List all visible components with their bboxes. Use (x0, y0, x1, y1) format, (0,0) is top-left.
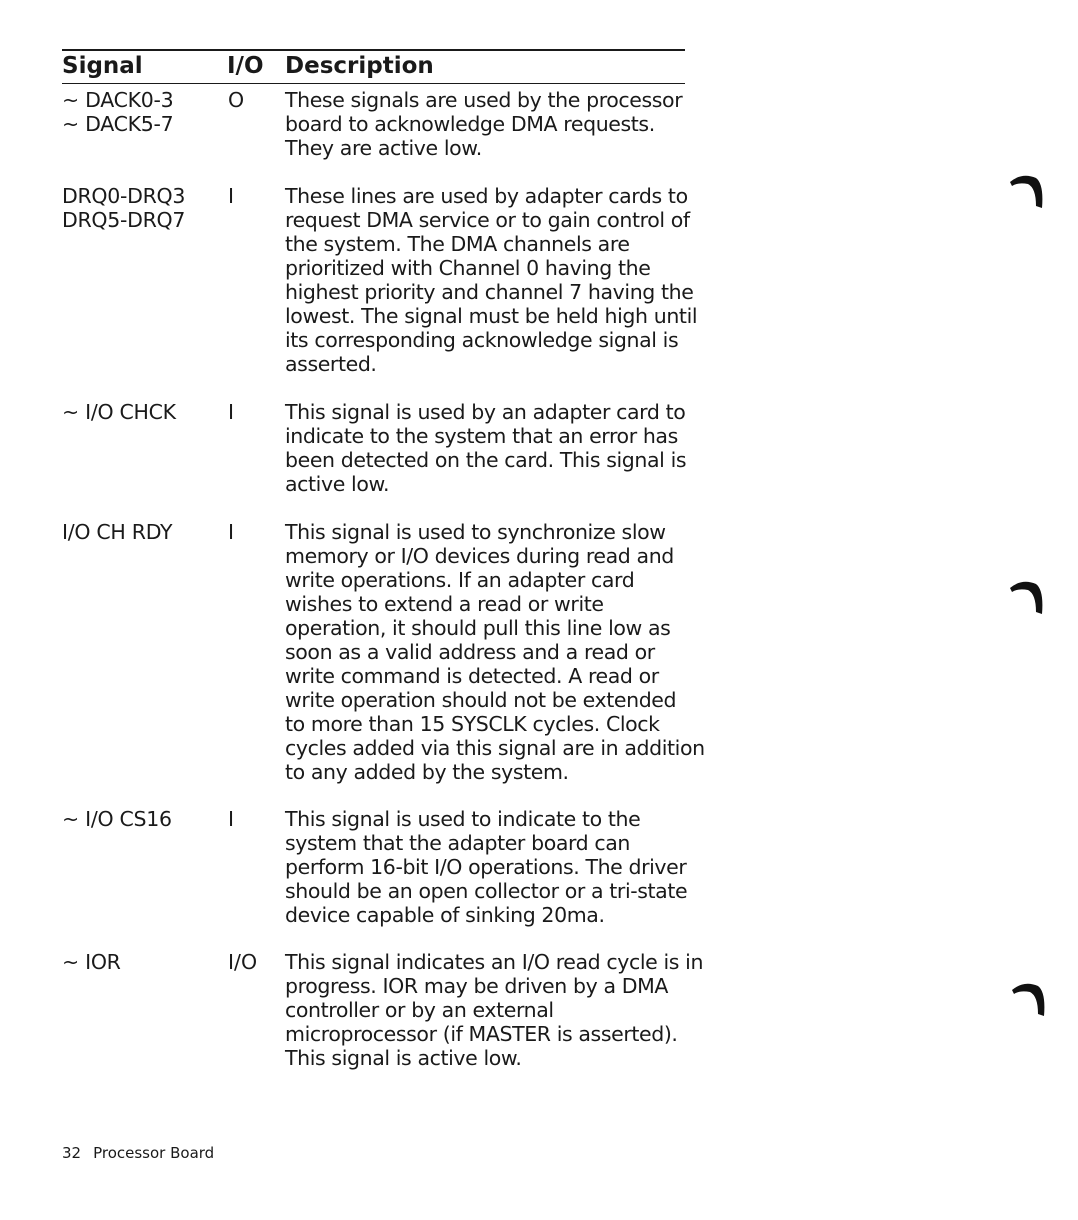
io-cell: I (228, 184, 235, 208)
description-line: device capable of sinking 20ma. (285, 903, 605, 927)
description-line: progress. IOR may be driven by a DMA (285, 974, 669, 998)
io-cell: I (228, 520, 235, 544)
description-line: been detected on the card. This signal is (285, 448, 687, 472)
page-footer (62, 1143, 214, 1163)
description-line: microprocessor (if MASTER is asserted). (285, 1022, 678, 1046)
description-line: to any added by the system. (285, 760, 569, 784)
description-line: These signals are used by the processor (285, 88, 683, 112)
description-line: system that the adapter board can (285, 831, 631, 855)
io-cell: I (228, 400, 235, 424)
binder-punch-mark-icon (1008, 576, 1048, 616)
description-line: write command is detected. A read or (285, 664, 659, 688)
description-line: perform 16-bit I/O operations. The driver (285, 855, 687, 879)
signal-cell (62, 950, 217, 974)
description-line: write operations. If an adapter card (285, 568, 635, 592)
signal-cell (62, 184, 217, 232)
signal-name: DRQ0-DRQ3 (62, 184, 186, 208)
description-line: board to acknowledge DMA requests. (285, 112, 655, 136)
description-line: operation, it should pull this line low as (285, 616, 671, 640)
binder-punch-mark-icon (1008, 170, 1048, 210)
signal-name: ~ I/O CHCK (62, 400, 176, 424)
description-line: This signal is used to indicate to the (285, 807, 641, 831)
description-line: prioritized with Channel 0 having the (285, 256, 651, 280)
signal-name: ~ IOR (62, 950, 121, 974)
description-line: wishes to extend a read or write (285, 592, 604, 616)
description-line: This signal indicates an I/O read cycle is in (285, 950, 704, 974)
description-line: active low. (285, 472, 390, 496)
signal-name: ~ DACK5-7 (62, 112, 174, 136)
description-line: memory or I/O devices during read and (285, 544, 674, 568)
header-signal: Signal (62, 53, 143, 79)
page-number: 32 (62, 1144, 82, 1162)
description-line: write operation should not be extended (285, 688, 677, 712)
description-line: controller or by an external (285, 998, 554, 1022)
description-line: its corresponding acknowledge signal is (285, 328, 679, 352)
description-line: asserted. (285, 352, 377, 376)
description-cell (285, 400, 687, 496)
description-line: They are active low. (285, 136, 482, 160)
signal-name: DRQ5-DRQ7 (62, 208, 186, 232)
description-cell (285, 520, 705, 784)
signal-cell (62, 807, 217, 831)
description-line: to more than 15 SYSCLK cycles. Clock (285, 712, 660, 736)
signal-name: ~ I/O CS16 (62, 807, 172, 831)
description-line: the system. The DMA channels are (285, 232, 630, 256)
signal-cell (62, 520, 217, 544)
description-line: cycles added via this signal are in addition (285, 736, 705, 760)
io-cell: O (228, 88, 245, 112)
description-cell (285, 88, 683, 160)
description-line: indicate to the system that an error has (285, 424, 678, 448)
io-cell: I/O (228, 950, 258, 974)
description-line: highest priority and channel 7 having the (285, 280, 694, 304)
description-line: should be an open collector or a tri-state (285, 879, 688, 903)
description-cell (285, 950, 704, 1070)
signal-cell (62, 400, 217, 424)
description-line: These lines are used by adapter cards to (285, 184, 688, 208)
header-io: I/O (227, 53, 264, 79)
description-line: This signal is active low. (285, 1046, 522, 1070)
table-header-rule (62, 83, 685, 84)
io-cell: I (228, 807, 235, 831)
signal-name: I/O CH RDY (62, 520, 173, 544)
description-line: soon as a valid address and a read or (285, 640, 655, 664)
description-cell (285, 807, 688, 927)
description-line: This signal is used to synchronize slow (285, 520, 666, 544)
description-line: This signal is used by an adapter card to (285, 400, 686, 424)
section-title: Processor Board (93, 1144, 215, 1162)
signal-name: ~ DACK0-3 (62, 88, 174, 112)
description-line: lowest. The signal must be held high until (285, 304, 698, 328)
binder-punch-mark-icon (1010, 978, 1050, 1018)
header-description: Description (285, 53, 434, 79)
signal-cell (62, 88, 217, 136)
description-line: request DMA service or to gain control of (285, 208, 690, 232)
description-cell (285, 184, 698, 376)
